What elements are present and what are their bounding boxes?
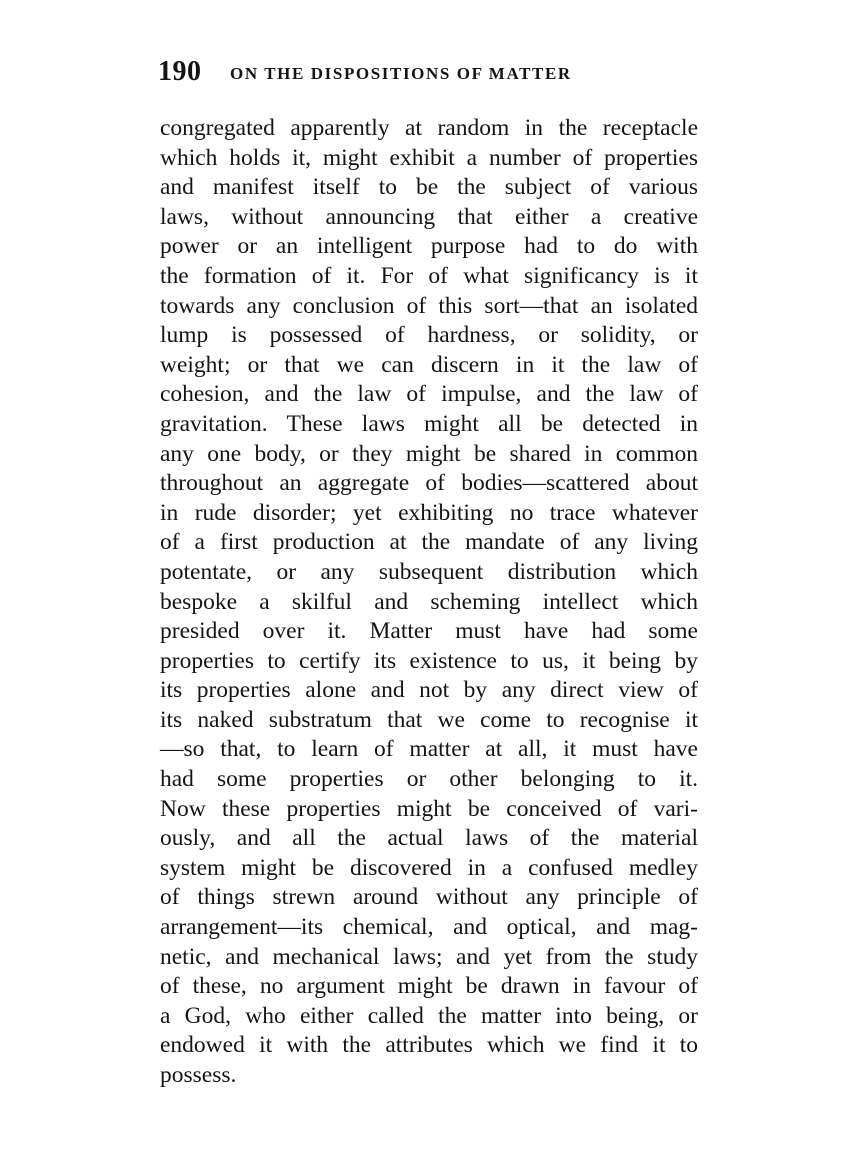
text-line: potentate, or any subsequent distribution which — [160, 558, 698, 585]
text-line: netic, and mechanical laws; and yet from the study — [160, 943, 698, 970]
text-line: any one body, or they might be shared in common — [160, 440, 698, 467]
text-line: congregated apparently at random in the receptacle — [160, 115, 698, 141]
text-line: presided over it. Matter must have had some — [160, 618, 698, 645]
text-line: endowed it with the attributes which we find it to — [160, 1032, 698, 1059]
text-line: the formation of it. For of what significancy is it — [160, 262, 698, 289]
text-line: weight; or that we can discern in it the law of — [160, 351, 698, 378]
text-line: in rude disorder; yet exhibiting no trace whatever — [160, 499, 698, 526]
text-line: towards any conclusion of this sort—that an isolated — [160, 292, 698, 319]
text-line: of things strewn around without any principle of — [160, 884, 698, 911]
text-line: Now these properties might be conceived of vari- — [160, 795, 698, 822]
text-line: a God, who either called the matter into being, or — [160, 1002, 698, 1029]
text-line: throughout an aggregate of bodies—scattered about — [160, 470, 698, 497]
text-line: of these, no argument might be drawn in favour of — [160, 973, 698, 1000]
text-line: properties to certify its existence to us, it being by — [160, 647, 698, 674]
page-header — [158, 56, 718, 96]
body-text — [160, 114, 698, 1091]
text-line: —so that, to learn of matter at all, it must have — [160, 736, 698, 763]
page-number: 190 — [158, 56, 202, 87]
text-line: power or an intelligent purpose had to do with — [160, 233, 698, 260]
text-line: its properties alone and not by any direct view of — [160, 677, 698, 704]
text-line: its naked substratum that we come to recognise it — [160, 706, 698, 733]
text-line: system might be discovered in a confused medley — [160, 854, 698, 881]
text-line: possess. — [160, 1062, 237, 1088]
text-line: which holds it, might exhibit a number of properties — [160, 144, 698, 171]
text-line: ously, and all the actual laws of the material — [160, 825, 698, 852]
text-line: arrangement—its chemical, and optical, and mag- — [160, 914, 698, 941]
text-line: of a first production at the mandate of any living — [160, 529, 698, 556]
text-line: had some properties or other belonging to it. — [160, 766, 698, 793]
running-title: ON THE DISPOSITIONS OF MATTER — [230, 64, 572, 83]
text-line: laws, without announcing that either a creative — [160, 203, 698, 230]
text-line: gravitation. These laws might all be detected in — [160, 410, 698, 437]
text-line: and manifest itself to be the subject of various — [160, 174, 698, 201]
text-line: bespoke a skilful and scheming intellect which — [160, 588, 698, 615]
text-line: cohesion, and the law of impulse, and the law of — [160, 381, 698, 408]
text-line: lump is possessed of hardness, or solidity, or — [160, 322, 698, 349]
